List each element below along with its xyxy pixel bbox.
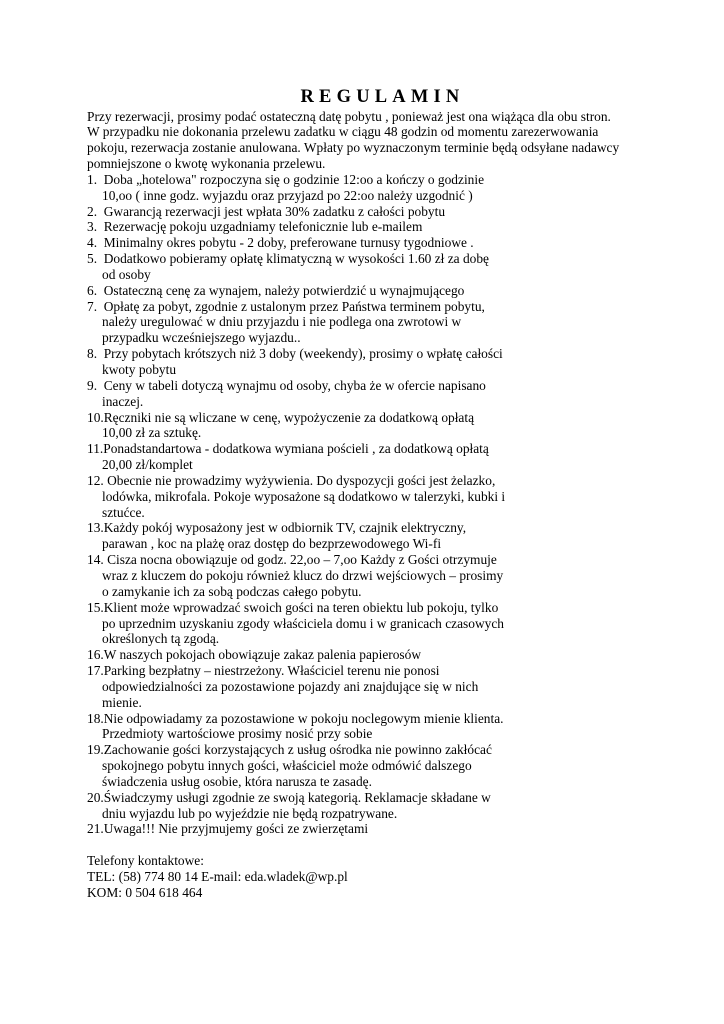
rule-text-continuation: po uprzednim uzyskaniu zgody właściciela domu i w granicach czasowych — [102, 615, 504, 631]
rule-item — [87, 219, 687, 235]
rule-item — [87, 441, 687, 473]
rule-text: 14. Cisza nocna obowiązuje od godz. 22,oo – 7,oo Każdy z Gości otrzymuje — [87, 552, 497, 568]
spacer — [87, 837, 687, 853]
rule-text-continuation: sztućce. — [102, 504, 145, 520]
rule-item — [87, 663, 687, 711]
rule-item — [87, 552, 687, 600]
rule-item — [87, 204, 687, 220]
rule-text-continuation: parawan , koc na plażę oraz dostęp do bezprzewodowego Wi-fi — [102, 536, 442, 552]
document-body — [87, 109, 687, 901]
intro-line: pomniejszone o kwotę wykonania przelewu. — [87, 156, 326, 172]
rule-text-continuation: kwoty pobytu — [102, 362, 177, 377]
rule-text-continuation: o zamykanie ich za sobą podczas całego pobytu. — [102, 583, 362, 599]
rule-item — [87, 299, 687, 347]
rule-item — [87, 742, 687, 790]
rule-item — [87, 473, 687, 521]
rule-text: 15.Klient może wprowadzać swoich gości na teren obiektu lub pokoju, tylko — [87, 599, 499, 615]
intro-paragraph — [87, 109, 687, 172]
rule-text-continuation: mienie. — [102, 694, 142, 710]
rules-list — [87, 172, 687, 837]
rule-text-continuation: 10,oo ( inne godz. wyjazdu oraz przyjazd po 22:oo należy uzgodnić ) — [102, 187, 473, 203]
intro-line: W przypadku nie dokonania przelewu zadatku w ciągu 48 godzin od momentu zarezerwowania — [87, 124, 599, 140]
rule-text: 11.Ponadstandartowa - dodatkowa wymiana pościeli , za dodatkową opłatą — [87, 441, 489, 457]
rule-text: 12. Obecnie nie prowadzimy wyżywienia. Do dyspozycji gości jest żelazko, — [87, 472, 496, 488]
rule-text: 18.Nie odpowiadamy za pozostawione w pokoju noclegowym mienie klienta. — [87, 710, 504, 726]
intro-line: Przy rezerwacji, prosimy podać ostateczną datę pobytu , ponieważ jest ona wiążąca dla obu stron. — [87, 108, 611, 124]
rule-text: 6. Ostateczną cenę za wynajem, należy potwierdzić u wynajmującego — [87, 282, 465, 298]
rule-item — [87, 346, 687, 378]
document-title: REGULAMIN — [300, 87, 465, 107]
rule-text: 20.Świadczymy usługi zgodnie ze swoją kategorią. Reklamacje składane w — [87, 789, 491, 805]
rule-text: 17.Parking bezpłatny – niestrzeżony. Właściciel terenu nie ponosi — [87, 663, 440, 679]
rule-item — [87, 647, 687, 663]
rule-text: 3. Rezerwację pokoju uzgadniamy telefonicznie lub e-mailem — [87, 219, 423, 235]
rule-text: 1. Doba „hotelowa" rozpoczyna się o godzinie 12:oo a kończy o godzinie — [87, 171, 485, 187]
rule-text: 4. Minimalny okres pobytu - 2 doby, preferowane turnusy tygodniowe . — [87, 235, 474, 251]
rule-text: 13.Każdy pokój wyposażony jest w odbiornik TV, czajnik elektryczny, — [87, 520, 467, 536]
contacts-heading: Telefony kontaktowe: — [87, 853, 204, 869]
rule-item — [87, 251, 687, 283]
rule-item — [87, 235, 687, 251]
rule-text-continuation: spokojnego pobytu innych gości, właściciel może odmówić dalszego — [102, 758, 472, 774]
rule-text-continuation: 20,00 zł/komplet — [102, 457, 193, 473]
rule-text: 16.W naszych pokojach obowiązuje zakaz palenia papierosów — [87, 647, 422, 663]
rule-item — [87, 520, 687, 552]
rule-text-continuation: inaczej. — [102, 393, 144, 409]
rule-item — [87, 378, 687, 410]
rule-item — [87, 283, 687, 299]
intro-line: pokoju, rezerwacja zostanie anulowana. Wpłaty po wyznaczonym terminie będą odsyłane nadawcy — [87, 140, 620, 156]
rule-item — [87, 821, 687, 837]
rule-text: 9. Ceny w tabeli dotyczą wynajmu od osoby, chyba że w ofercie napisano — [87, 377, 486, 393]
rule-item — [87, 711, 687, 743]
contact-mobile: KOM: 0 504 618 464 — [87, 884, 203, 900]
rule-text-continuation: określonych tą zgodą. — [102, 631, 220, 647]
rule-text-continuation: lodówka, mikrofala. Pokoje wyposażone są dodatkowo w talerzyki, kubki i — [102, 488, 506, 504]
rule-text: 2. Gwarancją rezerwacji jest wpłata 30% zadatku z całości pobytu — [87, 203, 446, 219]
rule-text: 10.Ręczniki nie są wliczane w cenę, wypożyczenie za dodatkową opłatą — [87, 409, 475, 425]
rule-text-continuation: wraz z kluczem do pokoju również klucz do drzwi wejściowych – prosimy — [102, 567, 504, 583]
rule-text: 5. Dodatkowo pobieramy opłatę klimatyczną w wysokości 1.60 zł za dobę — [87, 251, 489, 267]
rule-text: 8. Przy pobytach krótszych niż 3 doby (weekendy), prosimy o wpłatę całości — [87, 346, 503, 362]
rule-text-continuation: dniu wyjazdu lub po wyjeździe nie będą rozpatrywane. — [102, 805, 398, 821]
contact-phone-email: TEL: (58) 774 80 14 E-mail: eda.wladek@wp.pl — [87, 869, 348, 884]
rule-text-continuation: od osoby — [102, 266, 151, 282]
rule-text: 19.Zachowanie gości korzystających z usług ośrodka nie powinno zakłócać — [87, 742, 492, 758]
rule-text-continuation: 10,00 zł za sztukę. — [102, 425, 202, 441]
rule-text-continuation: przypadku wcześniejszego wyjazdu.. — [102, 330, 301, 346]
rule-text-continuation: Przedmioty wartościowe prosimy nosić przy sobie — [102, 726, 373, 742]
rule-text: 7. Opłatę za pobyt, zgodnie z ustalonym przez Państwa terminem pobytu, — [87, 298, 485, 314]
rule-text: 21.Uwaga!!! Nie przyjmujemy gości ze zwierzętami — [87, 821, 369, 837]
contacts-section — [87, 853, 687, 901]
rule-text-continuation: należy uregulować w dniu przyjazdu i nie podlega ona zwrotowi w — [102, 314, 462, 330]
rule-item — [87, 600, 687, 648]
rule-item — [87, 790, 687, 822]
rule-text-continuation: świadczenia usług osobie, która narusza te zasadę. — [102, 773, 372, 789]
rule-item — [87, 410, 687, 442]
rule-item — [87, 172, 687, 204]
rule-text-continuation: odpowiedzialności za pozostawione pojazdy ani znajdujące się w nich — [102, 678, 479, 694]
